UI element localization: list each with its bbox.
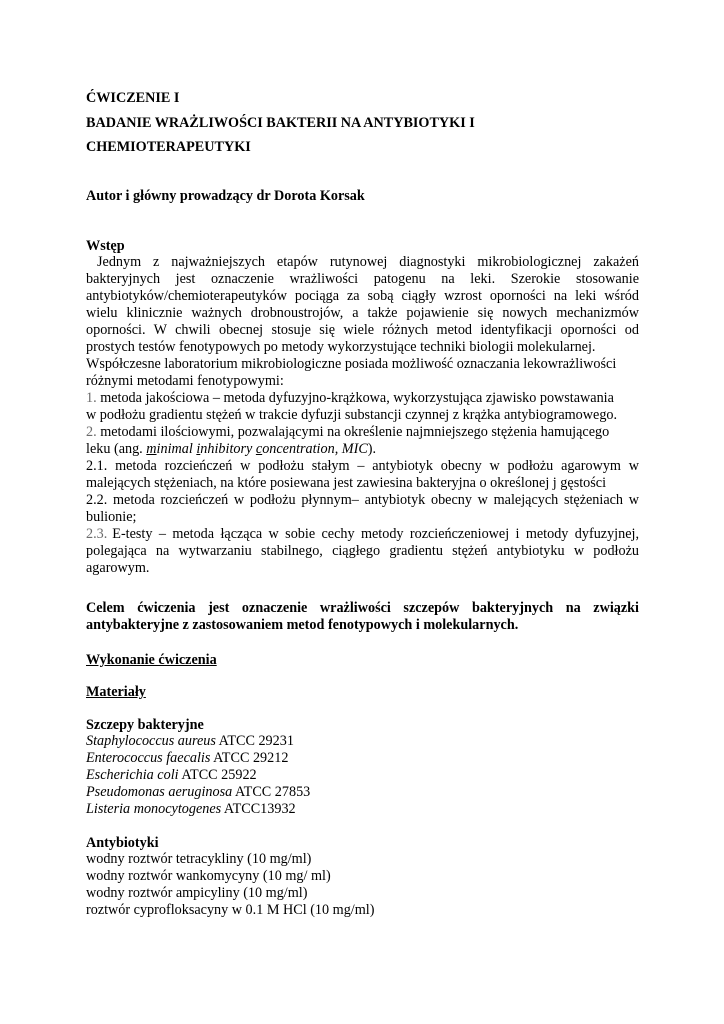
intro-line: różnymi metodami fenotypowymi: (86, 373, 284, 389)
antibiotic-item: wodny roztwór tetracykliny (10 mg/ml) (86, 851, 312, 867)
intro-line: bakteryjnych jest oznaczenie wrażliwości patogenu na leki. Szerokie stosowanie (86, 271, 639, 287)
strain-name: Listeria monocytogenes (86, 801, 222, 817)
intro-line: Jednym z najważniejszych etapów rutynowej diagnostyki mikrobiologicznej zakażeń (97, 254, 639, 270)
mic-suffix: ). (367, 441, 377, 457)
method-2-1-line-1: 2.1. metoda rozcieńczeń w podłożu stałym – antybiotyk obecny w podłożu agarowym w (86, 458, 639, 474)
strain-name: Pseudomonas aeruginosa (86, 784, 233, 800)
strain-item (86, 750, 639, 767)
method-2-3-line-2: polegająca na wytwarzaniu stabilnego, ciągłego gradientu stężeń antybiotyku w podłożu (86, 543, 639, 559)
materials-heading: Materiały (86, 684, 146, 700)
method-2-line-2 (86, 441, 639, 458)
intro-line: oporności. W chwili obecnej stosuje się wiele różnych metod identyfikacji oporności od (86, 322, 639, 338)
strain-item (86, 733, 639, 750)
mic-letter-m: m (146, 441, 157, 457)
antibiotic-item: roztwór cyprofloksacyny w 0.1 M HCl (10 mg/ml) (86, 902, 375, 918)
method-2-text: metodami ilościowymi, pozwalającymi na określenie najmniejszego stężenia hamującego (100, 424, 610, 440)
method-2-number: 2. (86, 424, 97, 440)
method-1-text: metoda jakościowa – metoda dyfuzyjno-krążkowa, wykorzystująca zjawisko powstawania (100, 390, 614, 406)
method-2-1-line-2: malejących stężeniach, na które posiewana jest zawiesina bakteryjna o określonej j gęstości (86, 475, 607, 491)
strain-item (86, 784, 639, 801)
strain-item (86, 767, 639, 784)
mic-letter-c: c (255, 441, 263, 457)
method-2-3-text: E-testy – metoda łącząca w sobie cechy metody rozcieńczeniowej i metody dyfuzyjnej, (112, 526, 639, 542)
execution-heading: Wykonanie ćwiczenia (86, 652, 217, 668)
strains-heading: Szczepy bakteryjne (86, 717, 204, 733)
method-2-3-number: 2.3. (86, 526, 108, 542)
strain-code: ATCC 29212 (210, 750, 289, 766)
strain-name: Staphylococcus aureus (86, 733, 216, 749)
mic-word-minimal: inimal (156, 441, 197, 457)
strain-code: ATCC 29231 (215, 733, 294, 749)
intro-heading: Wstęp (86, 238, 125, 254)
strain-code: ATCC 25922 (178, 767, 257, 783)
method-2-2-line-1: 2.2. metoda rozcieńczeń w podłożu płynnym– antybiotyk obecny w malejących stężeniach w (86, 492, 639, 508)
intro-line: Współczesne laboratorium mikrobiologiczne posiada możliwość oznaczania lekowrażliwości (86, 356, 617, 372)
page-title-line-2: CHEMIOTERAPEUTYKI (86, 139, 251, 155)
goal-line-1: Celem ćwiczenia jest oznaczenie wrażliwości szczepów bakteryjnych na związki (86, 600, 639, 616)
strain-name: Enterococcus faecalis (86, 750, 211, 766)
method-1-number: 1. (86, 390, 97, 406)
intro-line: prostych testów fenotypowych po metody wykorzystujące techniki biologii molekularnej. (86, 339, 596, 355)
exercise-number: ĆWICZENIE I (86, 90, 180, 106)
antibiotic-item: wodny roztwór ampicyliny (10 mg/ml) (86, 885, 308, 901)
method-2-line-1 (86, 424, 639, 441)
method-2-3-line-1 (86, 526, 639, 543)
strain-name: Escherichia coli (86, 767, 179, 783)
strain-item (86, 801, 639, 818)
goal-line-2: antybakteryjne z zastosowaniem metod fenotypowych i molekularnych. (86, 617, 519, 633)
strain-code: ATCC13932 (221, 801, 296, 817)
mic-letter-i: i (196, 441, 201, 457)
mic-word-inhibitory: nhibitory (200, 441, 256, 457)
method-2-3-line-3: agarowym. (86, 560, 150, 576)
method-2-2-line-2: bulionie; (86, 509, 137, 525)
strain-code: ATCC 27853 (232, 784, 311, 800)
antibiotic-item: wodny roztwór wankomycyny (10 mg/ ml) (86, 868, 331, 884)
mic-word-concentration: oncentration, MIC (262, 441, 368, 457)
author-line: Autor i główny prowadzący dr Dorota Korsak (86, 188, 365, 204)
method-1-line-1 (86, 390, 639, 407)
intro-line: antybiotyków/chemioterapeutyków pociąga za sobą ciągły wzrost oporności na leki wśród (86, 288, 639, 304)
method-1-line-2: w podłożu gradientu stężeń w trakcie dyfuzji substancji czynnej z krążka antybiogramowego. (86, 407, 618, 423)
mic-prefix: leku (ang. (86, 441, 147, 457)
page-title-line-1: BADANIE WRAŻLIWOŚCI BAKTERII NA ANTYBIOTYKI I (86, 115, 475, 131)
antibiotics-heading: Antybiotyki (86, 835, 159, 851)
intro-line: wielu klinicznie ważnych drobnoustrojów, a także pojawienie się nowych mechanizmów (86, 305, 639, 321)
